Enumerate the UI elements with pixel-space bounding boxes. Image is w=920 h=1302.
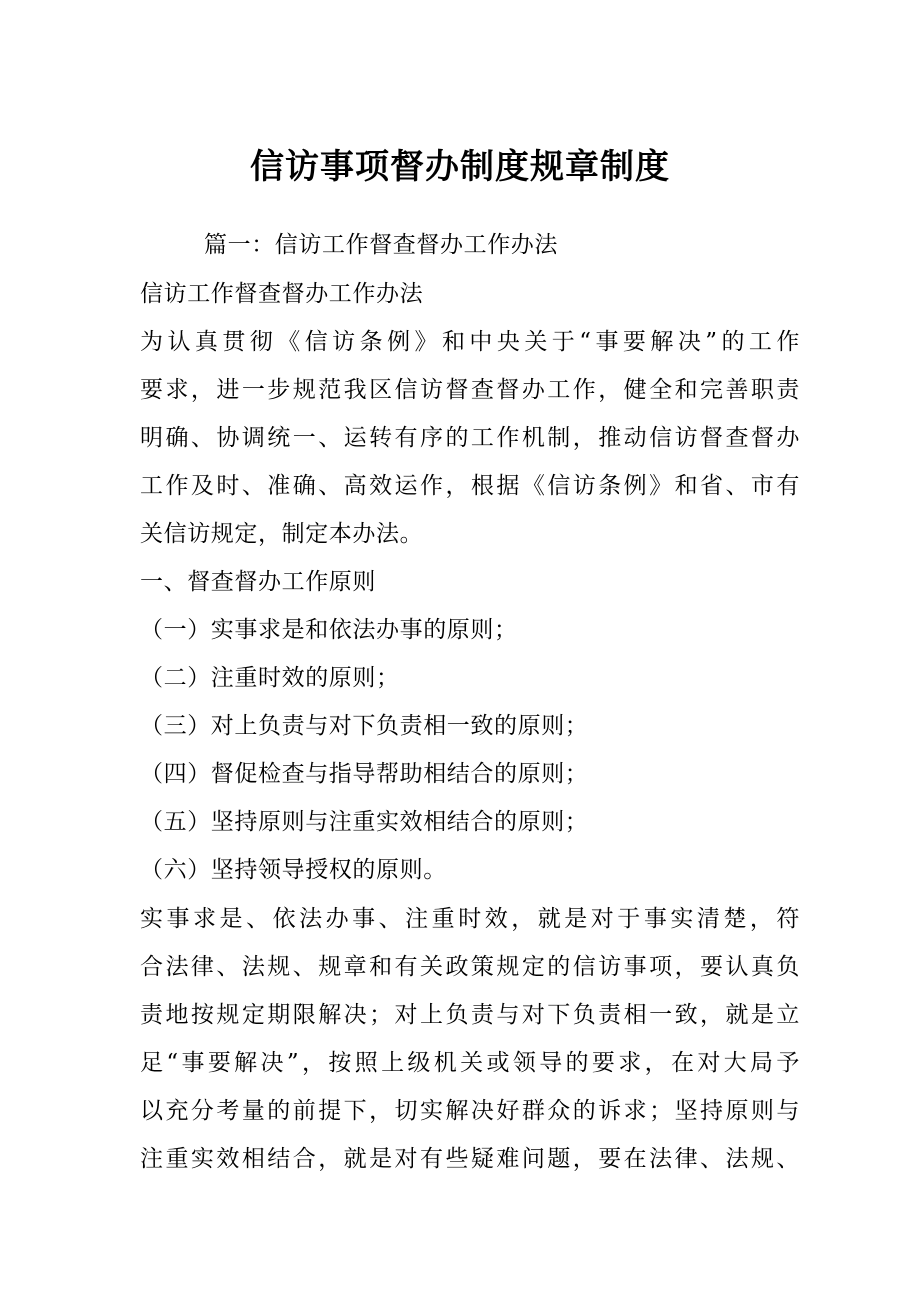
principle-item: （四）督促检查与指导帮助相结合的原则；	[140, 761, 589, 787]
principle-item: （一）实事求是和依法办事的原则；	[140, 617, 518, 643]
paragraph-line: 要求，进一步规范我区信访督查督办工作，健全和完善职责	[140, 377, 800, 403]
paragraph-line: 合法律、法规、规章和有关政策规定的信访事项，要认真负	[140, 954, 800, 980]
paragraph-line: 以充分考量的前提下，切实解决好群众的诉求；坚持原则与	[140, 1098, 800, 1124]
paragraph-line: 为认真贯彻《信访条例》和中央关于“事要解决”的工作	[140, 329, 800, 355]
principle-item: （六）坚持领导授权的原则。	[140, 857, 447, 883]
section-heading: 信访工作督查督办工作办法	[140, 281, 424, 307]
principles-heading: 一、督查督办工作原则	[140, 569, 376, 595]
principle-item: （五）坚持原则与注重实效相结合的原则；	[140, 809, 589, 835]
paragraph-line: 足“事要解决”，按照上级机关或领导的要求，在对大局予	[140, 1050, 800, 1076]
principle-item: （二）注重时效的原则；	[140, 665, 400, 691]
paragraph-line: 关信访规定，制定本办法。	[140, 521, 424, 547]
principle-item: （三）对上负责与对下负责相一致的原则；	[140, 713, 589, 739]
paragraph-line: 实事求是、依法办事、注重时效，就是对于事实清楚，符	[140, 906, 800, 932]
paragraph-line: 工作及时、准确、高效运作，根据《信访条例》和省、市有	[140, 473, 800, 499]
chapter-heading: 篇一：信访工作督查督办工作办法	[204, 232, 558, 258]
paragraph-line: 明确、协调统一、运转有序的工作机制，推动信访督查督办	[140, 425, 800, 451]
paragraph-line: 注重实效相结合，就是对有些疑难问题，要在法律、法规、	[140, 1146, 800, 1172]
paragraph-line: 责地按规定期限解决；对上负责与对下负责相一致，就是立	[140, 1002, 800, 1028]
document-title: 信访事项督办制度规章制度	[250, 147, 670, 187]
